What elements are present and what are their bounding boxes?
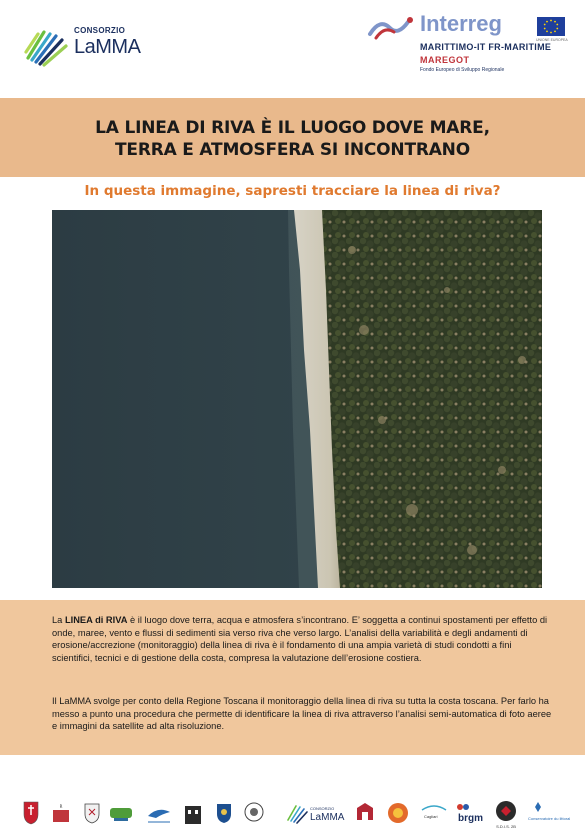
description-paragraph-2: Il LaMMA svolge per conto della Regione Toscana il monitoraggio della linea di riva su tutta la costa toscana. Per farlo ha messo a punto una procedura che permette di identificare la linea di riva attraverso l’analisi semi-automatica di foto aeree e immagini da satellite ad alta risoluzione. bbox=[52, 696, 552, 732]
partner-lamma-logo bbox=[286, 800, 346, 830]
interreg-wordmark: Interreg bbox=[420, 11, 502, 36]
p1-highlight: LINEA di RIVA bbox=[64, 615, 128, 625]
description-paragraph-1 bbox=[52, 614, 552, 664]
bird-logo bbox=[144, 800, 174, 830]
title-band bbox=[0, 98, 585, 177]
programme-name: MARITTIMO-IT FR-MARITIME bbox=[420, 42, 552, 52]
orange-circle-logo bbox=[386, 800, 410, 830]
interreg-waves-icon bbox=[368, 14, 416, 40]
eu-flag-icon bbox=[537, 17, 565, 36]
partner-lamma-big: LaMMA bbox=[310, 812, 345, 823]
conservatoire-logo bbox=[526, 800, 571, 832]
coat-of-arms-logo bbox=[214, 800, 234, 830]
conservatoire-label: Conservatoire du littoral bbox=[528, 816, 571, 821]
fund-name: Fondo Europeo di Sviluppo Regionale bbox=[420, 67, 505, 73]
lamma-rays-icon bbox=[22, 18, 72, 68]
brgm-logo bbox=[454, 800, 488, 830]
shield-logo bbox=[82, 800, 102, 830]
eu-caption: UNIONE EUROPEA bbox=[536, 38, 568, 42]
sdis-label: S.D.I.S. 2B bbox=[496, 824, 516, 829]
question-heading: In questa immagine, sapresti tracciare la linea di riva? bbox=[84, 183, 501, 199]
city-logo bbox=[182, 800, 204, 830]
crest-logo bbox=[22, 800, 40, 830]
lamma-consorzio-label: CONSORZIO bbox=[74, 26, 126, 35]
title-line-1: LA LINEA DI RIVA È IL LUOGO DOVE MARE, bbox=[95, 118, 490, 138]
description-band bbox=[0, 600, 585, 755]
page-title bbox=[0, 117, 585, 161]
partner-logos bbox=[14, 800, 574, 830]
p1-prefix: La bbox=[52, 615, 65, 625]
cagliari-label: Cagliari bbox=[424, 814, 438, 819]
lamma-name: LaMMA bbox=[74, 36, 141, 58]
partner-lamma-small: CONSORZIO bbox=[310, 806, 335, 811]
svg-text:R: R bbox=[59, 804, 63, 809]
green-logo bbox=[108, 800, 134, 830]
lamma-logo bbox=[22, 18, 152, 68]
cagliari-logo bbox=[418, 800, 450, 830]
interreg-logo bbox=[368, 11, 573, 84]
title-line-2: TERRA E ATMOSFERA SI INCONTRANO bbox=[115, 140, 470, 160]
header bbox=[0, 0, 585, 98]
brgm-label: brgm bbox=[458, 813, 483, 824]
aerial-coastline-image bbox=[52, 210, 542, 588]
project-name: MAREGOT bbox=[420, 55, 470, 65]
region-logo bbox=[52, 800, 70, 830]
p1-text: è il luogo dove terra, acqua e atmosfera s’incontrano. E’ soggetta a continui spostamenti per effetto di onde, maree, vento e flussi di sedimenti sia verso riva che verso largo. L’analisi della variabilità e degli andamenti di erosione/accrezione (monitoraggio) della linea di riva è il fondamento di una ampia varietà di studi condotti a fini scientifici, tecnici e di gestione della costa, compresa la valutazione dell’erosione costiera. bbox=[52, 615, 548, 663]
university-logo bbox=[354, 800, 376, 830]
emblem-logo bbox=[242, 800, 266, 830]
sdis-logo bbox=[492, 800, 520, 834]
